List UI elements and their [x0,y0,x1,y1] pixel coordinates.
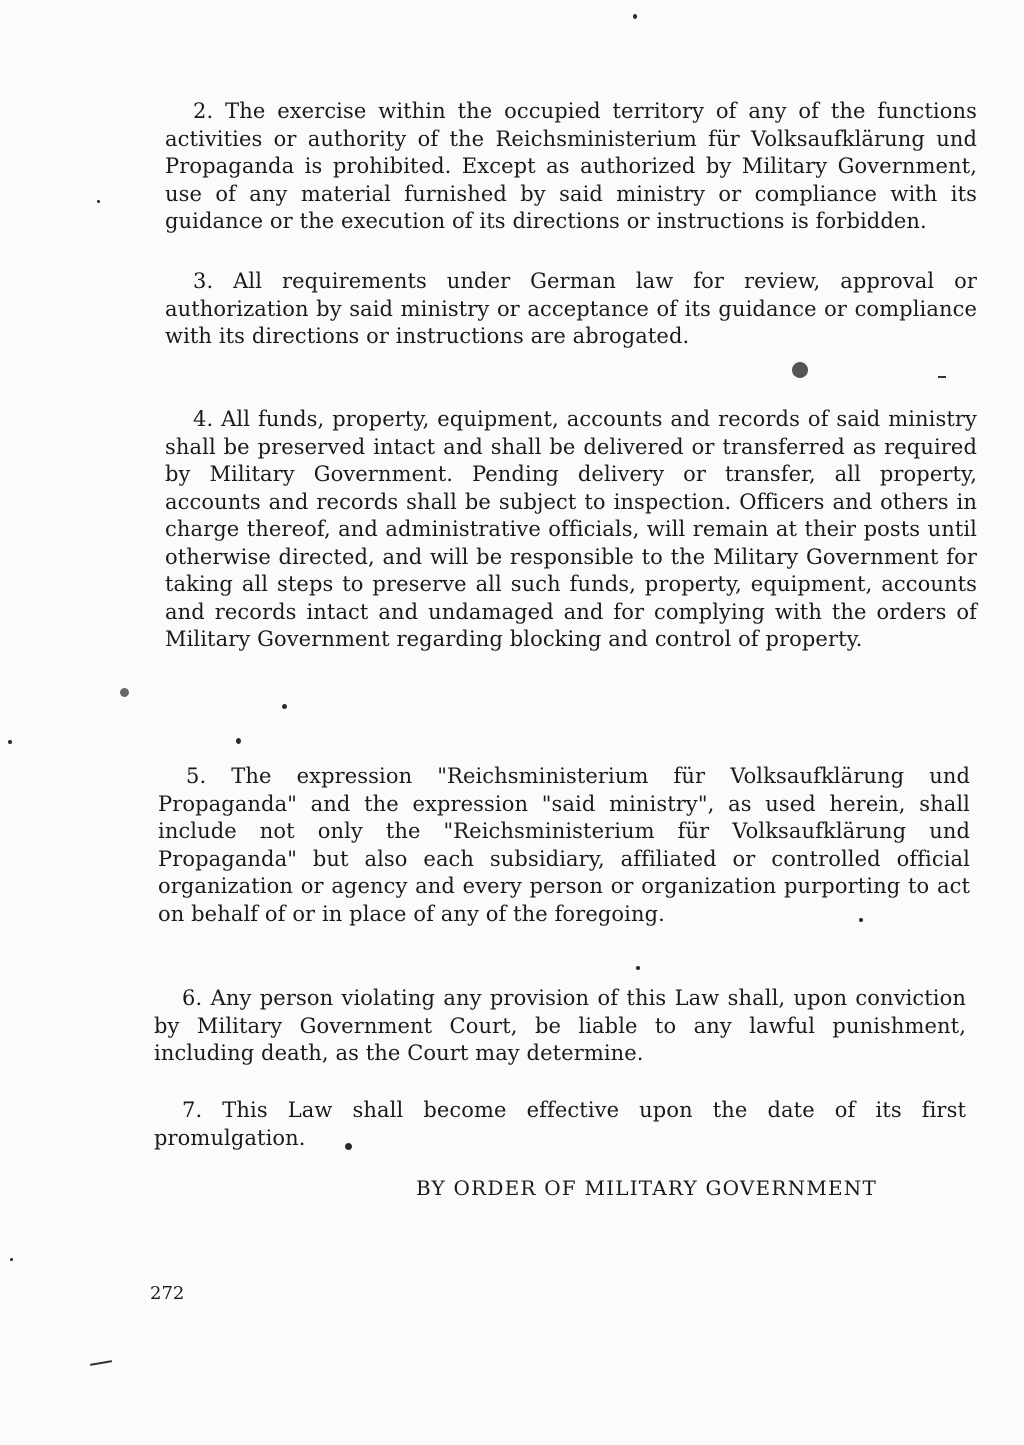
scan-speck [792,362,808,378]
scan-speck [120,688,129,697]
paragraph-4: 4. All funds, property, equipment, accounts and records of said ministry shall be preserved intact and shall be delivered or transferred as required by Military Government. Pending delivery or transfer, all property, accounts and records shall be subject to inspection. Officers and others in charge thereof, and administrative officials, will remain at their posts until otherwise directed, and will be responsible to the Military Government for taking all steps to preserve all such funds, property, equipment, accounts and records intact and undamaged and for complying with the orders of Military Government regarding blocking and control of property. [165,407,977,651]
paragraph-3: 3. All requirements under German law for review, approval or authorization by said ministry or acceptance of its guidance or compliance with its directions or instructions are abrogated. [165,269,977,348]
scan-speck [236,738,241,744]
scan-speck [8,740,12,744]
scan-speck [282,704,287,709]
page-number: 272 [150,1283,185,1304]
scan-speck [97,200,100,203]
paragraph-2: 2. The exercise within the occupied territory of any of the functions activities or authority of the Reichsministerium für Volksaufklärung und Propaganda is prohibited. Except as authorized by Military Government, use of any material furnished by said ministry or compliance with its guidance or the execution of its directions or instructions is forbidden. [165,99,977,233]
scan-speck [345,1143,352,1150]
scan-speck [859,918,863,922]
paragraph-6: 6. Any person violating any provision of this Law shall, upon conviction by Military Government Court, be liable to any lawful punishment, including death, as the Court may determine. [154,986,966,1065]
paragraph-7: 7. This Law shall become effective upon the date of its first promulgation. [154,1098,966,1150]
signature-line: BY ORDER OF MILITARY GOVERNMENT [416,1176,878,1200]
paragraph-5: 5. The expression "Reichsministerium für Volksaufklärung und Propaganda" and the expression "said ministry", as used herein, shall include not only the "Reichsministerium für Volksaufklärung und Propaganda" but also each subsidiary, affiliated or controlled official organization or agency and every person or organization purporting to act on behalf of or in place of any of the foregoing. [158,764,970,926]
scan-speck [10,1258,13,1261]
scan-scratch [90,1360,112,1365]
scan-speck [636,966,640,970]
scan-speck [633,14,637,19]
scan-scratch [938,376,946,378]
